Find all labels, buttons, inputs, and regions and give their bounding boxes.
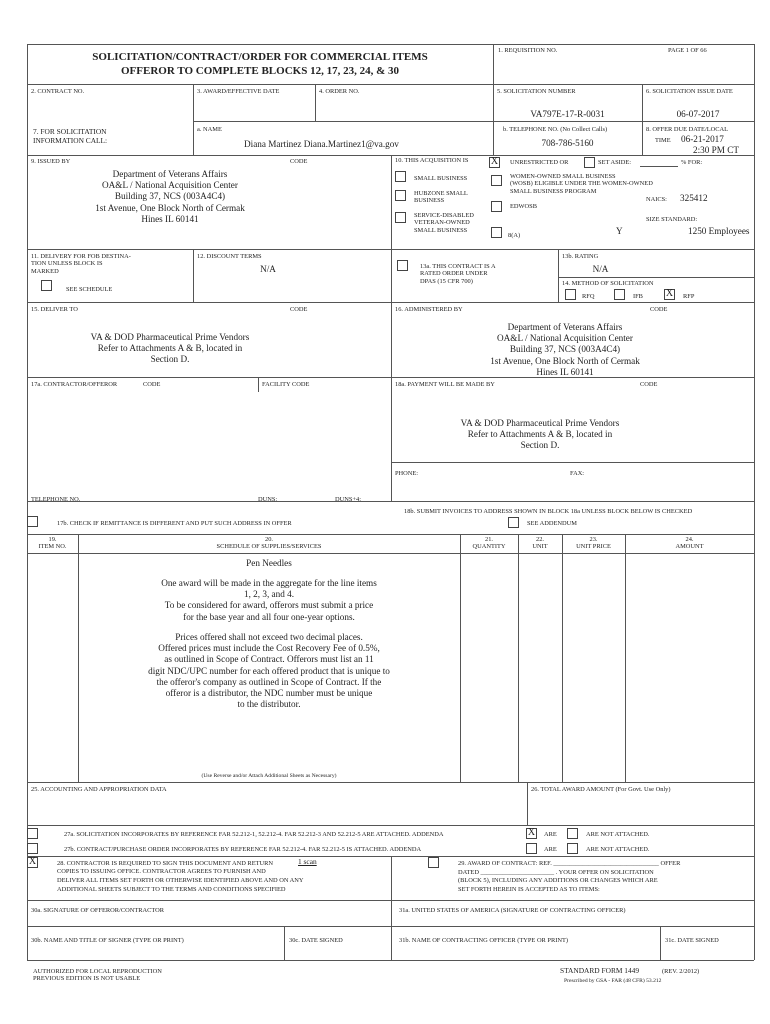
submit-invoices-label: 18b. SUBMIT INVOICES TO ADDRESS SHOWN IN BLOCK 18a UNLESS BLOCK BELOW IS CHECKED bbox=[404, 508, 693, 515]
clause-28-label: 28. CONTRACTOR IS REQUIRED TO SIGN THIS DOCUMENT AND RETURN bbox=[57, 860, 273, 867]
unrestricted-check-mark: X bbox=[490, 156, 499, 167]
administered-by-address: Department of Veterans Affairs OA&L / National Acquisition Center Building 37, NCS (003A4C4) 1st Avenue, One Block North of Cermak Hines IL 60141 bbox=[490, 322, 640, 377]
payment-code-label: CODE bbox=[640, 381, 658, 388]
pricing-paragraph: Prices offered shall not exceed two decimal places. Offered prices must include the Cost Recovery Fee of 0.5%, as outlined in Scope of Contract. Offerors must list an 11 digit NDC/UPC number for each offered product that is unique to the offeror's company as outlined in Scope of Contract. If the offeror is a distributor, the NDC number must be unique to the distributor. bbox=[148, 632, 390, 710]
see-schedule-label: SEE SCHEDULE bbox=[66, 286, 113, 293]
hubzone-checkbox[interactable] bbox=[395, 190, 406, 201]
signature-officer-label: 31a. UNITED STATES OF AMERICA (SIGNATURE OF CONTRACTING OFFICER) bbox=[399, 907, 626, 914]
discount-terms-label: 12. DISCOUNT TERMS bbox=[197, 253, 262, 260]
clause-27b-are-checkbox[interactable] bbox=[526, 843, 537, 854]
ifb-label: IFB bbox=[633, 293, 643, 300]
form-revision: (REV. 2/2012) bbox=[662, 968, 700, 975]
set-aside-checkbox[interactable] bbox=[584, 157, 595, 168]
sdvosb-label: SERVICE-DISABLED VETERAN-OWNED SMALL BUSINESS bbox=[414, 212, 474, 234]
payment-address: VA & DOD Pharmaceutical Prime Vendors Refer to Attachments A & B, located in Section D. bbox=[460, 418, 620, 451]
discount-terms-value: N/A bbox=[260, 264, 276, 274]
telephone-value: 708-786-5160 bbox=[541, 138, 594, 148]
small-business-label: SMALL BUSINESS bbox=[414, 175, 468, 182]
small-business-checkbox[interactable] bbox=[395, 171, 406, 182]
edwosb-label: EDWOSB bbox=[510, 203, 537, 210]
outer-border-bottom bbox=[27, 960, 754, 961]
contractor-code-label: CODE bbox=[143, 381, 161, 388]
issued-by-address: Department of Veterans Affairs OA&L / National Acquisition Center Building 37, NCS (003A4C4) 1st Avenue, One Block North of Cermak Hines IL 60141 bbox=[95, 169, 245, 224]
unrestricted-checkbox[interactable] bbox=[489, 157, 500, 168]
fax-label: FAX: bbox=[570, 470, 585, 477]
remittance-label: 17b. CHECK IF REMITTANCE IS DIFFERENT AND PUT SUCH ADDRESS IN OFFER bbox=[57, 520, 292, 527]
rated-order-label: 13a. THIS CONTRACT IS A RATED ORDER UNDER DPAS (15 CFR 700) bbox=[420, 263, 496, 285]
signer-name-label: 30b. NAME AND TITLE OF SIGNER (TYPE OR PRINT) bbox=[31, 937, 184, 944]
offer-due-time: 2:30 PM CT bbox=[693, 145, 739, 155]
clause-29-checkbox[interactable] bbox=[428, 857, 439, 868]
clause-29-text: 29. AWARD OF CONTRACT: REF. _________________________________ OFFER DATED _______________________ . YOUR OFFER ON SOLICITATION (BLOCK 5), INCLUDING ANY ADDITIONS OR CHANGES WHICH ARE SET FORTH HEREIN IS ACCEPTED AS TO ITEMS: bbox=[458, 860, 681, 893]
rating-label: 13b. RATING bbox=[562, 253, 599, 260]
award-paragraph: One award will be made in the aggregate for the line items 1, 2, 3, and 4. To be considered for award, offerors must submit a price for the base year and all four one-year options. bbox=[161, 578, 377, 622]
duns-label: DUNS: bbox=[258, 496, 278, 503]
rfp-check-mark: X bbox=[665, 288, 674, 299]
col-item-no: 19. ITEM NO. bbox=[38, 536, 67, 551]
remittance-checkbox[interactable] bbox=[27, 516, 38, 527]
issue-date-label: 6. SOLICITATION ISSUE DATE bbox=[646, 88, 733, 95]
offer-due-label: 8. OFFER DUE DATE/LOCAL bbox=[646, 126, 729, 133]
solicitation-number-value: VA797E-17-R-0031 bbox=[530, 109, 605, 119]
wosb-checkbox[interactable] bbox=[491, 175, 502, 186]
rated-order-checkbox[interactable] bbox=[397, 260, 408, 271]
size-standard-value: 1250 Employees bbox=[688, 226, 750, 236]
wosb-label: WOMEN-OWNED SMALL BUSINESS (WOSB) ELIGIBLE UNDER THE WOMEN-OWNED SMALL BUSINESS PROGRAM bbox=[510, 173, 653, 195]
administered-by-code-label: CODE bbox=[650, 306, 668, 313]
clause-27a-label: 27a. SOLICITATION INCORPORATES BY REFERENCE FAR 52.212-1, 52.212-4. FAR 52.212-3 AND 52.212-5 ARE ATTACHED. ADDENDA bbox=[64, 831, 444, 838]
clause-27a-checkbox[interactable] bbox=[27, 828, 38, 839]
accounting-label: 25. ACCOUNTING AND APPROPRIATION DATA bbox=[31, 786, 167, 793]
delivery-label: 11. DELIVERY FOR FOB DESTINA- TION UNLESS BLOCK IS MARKED bbox=[31, 253, 131, 275]
phone-label: PHONE: bbox=[395, 470, 419, 477]
solicitation-number-label: 5. SOLICITATION NUMBER bbox=[497, 88, 576, 95]
deliver-to-code-label: CODE bbox=[290, 306, 308, 313]
outer-border-top bbox=[27, 44, 754, 45]
naics-label: NAICS: bbox=[646, 196, 667, 203]
percent-for-label: % FOR: bbox=[681, 159, 703, 166]
naics-value: 325412 bbox=[680, 193, 708, 203]
rfp-label: RFP bbox=[683, 293, 695, 300]
clause-28-checkbox[interactable] bbox=[27, 857, 38, 868]
order-no-label: 4. ORDER NO. bbox=[319, 88, 360, 95]
eight-a-label: 8(A) bbox=[508, 232, 521, 239]
form-name: STANDARD FORM 1449 bbox=[560, 966, 640, 975]
reproduction-note: AUTHORIZED FOR LOCAL REPRODUCTION PREVIOUS EDITION IS NOT USABLE bbox=[33, 968, 162, 983]
issued-by-label: 9. ISSUED BY bbox=[31, 158, 71, 165]
telephone-no-label: TELEPHONE NO. bbox=[31, 496, 81, 503]
eight-a-checkbox[interactable] bbox=[491, 227, 502, 238]
telephone-label: b. TELEPHONE NO. (No Collect Calls) bbox=[503, 126, 608, 133]
clause-27a-are: ARE bbox=[544, 831, 557, 838]
method-of-solicitation-label: 14. METHOD OF SOLICITATION bbox=[562, 280, 654, 287]
clause-28-copies: 1 scan bbox=[298, 857, 317, 866]
duns4-label: DUNS+4: bbox=[335, 496, 361, 503]
rfq-label: RFQ bbox=[582, 293, 595, 300]
requisition-no-label: 1. REQUISITION NO. bbox=[498, 47, 558, 54]
clause-27b-are-not: ARE NOT ATTACHED. bbox=[586, 846, 650, 853]
name-label: a. NAME bbox=[197, 126, 222, 133]
clause-27a-are-mark: X bbox=[527, 827, 536, 838]
deliver-to-address: VA & DOD Pharmaceutical Prime Vendors Refer to Attachments A & B, located in Section D. bbox=[90, 332, 250, 365]
contact-name-email: Diana Martinez Diana.Martinez1@va.gov bbox=[244, 139, 399, 149]
clause-27a-are-not-checkbox[interactable] bbox=[567, 828, 578, 839]
signature-offeror-label: 30a. SIGNATURE OF OFFEROR/CONTRACTOR bbox=[31, 907, 165, 914]
see-addendum-checkbox[interactable] bbox=[508, 517, 519, 528]
clause-27b-label: 27b. CONTRACT/PURCHASE ORDER INCORPORATES BY REFERENCE FAR 52.212-4. FAR 52.212-5 IS ATTACHED. ADDENDA bbox=[64, 846, 422, 853]
unrestricted-label: UNRESTRICTED OR bbox=[510, 159, 569, 166]
total-award-label: 26. TOTAL AWARD AMOUNT (For Govt. Use Only) bbox=[531, 786, 671, 793]
col-unit-price: 23. UNIT PRICE bbox=[576, 536, 611, 551]
size-standard-label: SIZE STANDARD: bbox=[646, 216, 698, 223]
clause-28-text: COPIES TO ISSUING OFFICE. CONTRACTOR AGREES TO FURNISH AND DELIVER ALL ITEMS SET FORTH OR OTHERWISE IDENTIFIED ABOVE AND ON ANY ADDITIONAL SHEETS SUBJECT TO THE TERMS AND CONDITIONS SPECIFIED bbox=[57, 868, 304, 893]
signer-date-label: 30c. DATE SIGNED bbox=[289, 937, 343, 944]
offer-due-date: 06-21-2017 bbox=[681, 134, 724, 144]
award-date-label: 3. AWARD/EFFECTIVE DATE bbox=[197, 88, 280, 95]
col-amount: 24. AMOUNT bbox=[675, 536, 704, 551]
contractor-label: 17a. CONTRACTOR/OFFEROR bbox=[31, 381, 118, 388]
size-standard-y: Y bbox=[616, 226, 623, 236]
clause-27a-are-checkbox[interactable] bbox=[526, 828, 537, 839]
outer-border-left bbox=[27, 44, 28, 960]
col-unit: 22. UNIT bbox=[532, 536, 548, 551]
col-quantity: 21. QUANTITY bbox=[472, 536, 506, 551]
rfp-checkbox[interactable] bbox=[664, 289, 675, 300]
hubzone-label: HUBZONE SMALL BUSINESS bbox=[414, 190, 468, 205]
officer-date-label: 31c. DATE SIGNED bbox=[665, 937, 719, 944]
clause-27a-are-not: ARE NOT ATTACHED. bbox=[586, 831, 650, 838]
sdvosb-checkbox[interactable] bbox=[395, 212, 406, 223]
clause-27b-checkbox[interactable] bbox=[27, 843, 38, 854]
item-title: Pen Needles bbox=[246, 558, 292, 568]
issued-by-code-label: CODE bbox=[290, 158, 308, 165]
clause-27b-are-not-checkbox[interactable] bbox=[567, 843, 578, 854]
reverse-sheet-note: (Use Reverse and/or Attach Additional Sheets as Necessary) bbox=[201, 773, 337, 779]
page-count: PAGE 1 OF 66 bbox=[668, 47, 707, 54]
set-aside-percent-line bbox=[640, 166, 678, 167]
issue-date-value: 06-07-2017 bbox=[676, 109, 720, 119]
deliver-to-label: 15. DELIVER TO bbox=[31, 306, 78, 313]
contract-no-label: 2. CONTRACT NO. bbox=[31, 88, 85, 95]
see-addendum-label: SEE ADDENDUM bbox=[527, 520, 577, 527]
clause-28-mark: X bbox=[28, 856, 37, 867]
outer-border-right bbox=[754, 44, 755, 960]
form-subtitle: OFFEROR TO COMPLETE BLOCKS 12, 17, 23, 24, & 30 bbox=[121, 65, 399, 77]
ifb-checkbox[interactable] bbox=[614, 289, 625, 300]
rfq-checkbox[interactable] bbox=[565, 289, 576, 300]
administered-by-label: 16. ADMINISTERED BY bbox=[395, 306, 463, 313]
set-aside-label: SET ASIDE: bbox=[598, 159, 632, 166]
rating-value: N/A bbox=[592, 264, 609, 274]
col-schedule: 20. SCHEDULE OF SUPPLIES/SERVICES bbox=[216, 536, 322, 551]
see-schedule-checkbox[interactable] bbox=[41, 280, 52, 291]
acquisition-label: 10. THIS ACQUISITION IS bbox=[395, 157, 469, 164]
facility-code-label: FACILITY CODE bbox=[262, 381, 310, 388]
edwosb-checkbox[interactable] bbox=[491, 201, 502, 212]
prescribed-by: Prescribed by GSA - FAR (48 CFR) 53.212 bbox=[564, 978, 662, 984]
clause-27b-are: ARE bbox=[544, 846, 557, 853]
solicitation-info-label: 7. FOR SOLICITATION INFORMATION CALL: bbox=[33, 127, 108, 145]
time-label: TIME bbox=[655, 137, 671, 144]
form-title: SOLICITATION/CONTRACT/ORDER FOR COMMERCIAL ITEMS bbox=[92, 51, 428, 63]
officer-name-label: 31b. NAME OF CONTRACTING OFFICER (TYPE OR PRINT) bbox=[399, 937, 569, 944]
payment-label: 18a. PAYMENT WILL BE MADE BY bbox=[395, 381, 495, 388]
